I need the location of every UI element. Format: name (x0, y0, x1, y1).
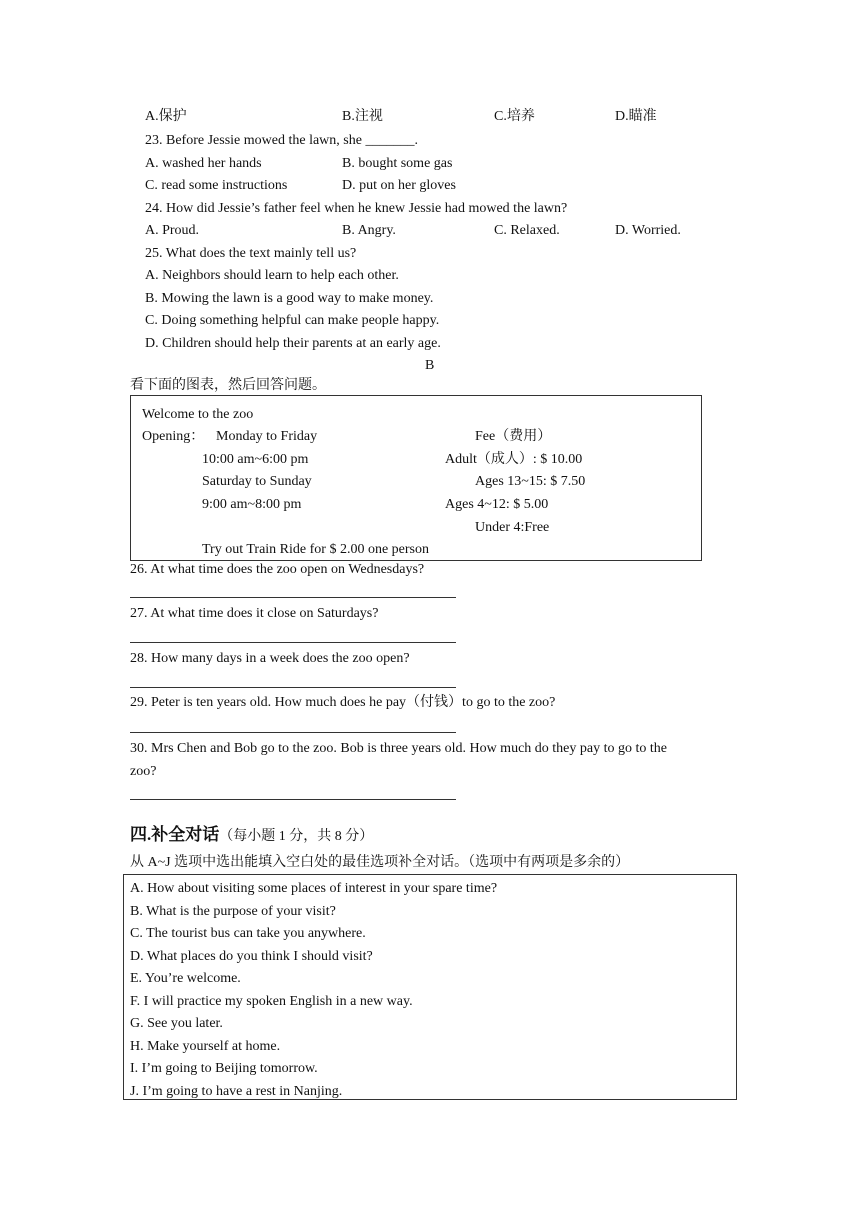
q24-option-d: D. Worried. (615, 223, 681, 238)
q29-answer-line[interactable] (130, 732, 456, 733)
q28-answer-line[interactable] (130, 687, 456, 688)
q26-answer-line[interactable] (130, 597, 456, 598)
section-b-label: B (425, 358, 435, 373)
q29-question: 29. Peter is ten years old. How much does he pay（付钱）to go to the zoo? (130, 695, 556, 710)
q23-option-d: D. put on her gloves (342, 178, 456, 193)
q26-question: 26. At what time does the zoo open on Wednesdays? (130, 562, 425, 577)
zoo-weekend-days: Saturday to Sunday (202, 474, 312, 489)
q24-question: 24. How did Jessie’s father feel when he knew Jessie had mowed the lawn? (145, 201, 568, 216)
zoo-fee-title: Fee（费用） (475, 429, 552, 444)
q27-answer-line[interactable] (130, 642, 456, 643)
section4-score: （每小题 1 分，共 8 分） (219, 829, 374, 844)
section4-heading (130, 826, 373, 846)
q30-question: 30. Mrs Chen and Bob go to the zoo. Bob is three years old. How much do they pay to go to the (130, 741, 667, 756)
section4-title: 四.补全对话 (130, 825, 220, 844)
q25-option-c: C. Doing something helpful can make people happy. (145, 313, 440, 328)
dialogue-option-a: A. How about visiting some places of interest in your spare time? (130, 881, 498, 896)
q23-option-c: C. read some instructions (145, 178, 288, 193)
q25-option-d: D. Children should help their parents at an early age. (145, 336, 441, 351)
q27-question: 27. At what time does it close on Saturdays? (130, 606, 379, 621)
zoo-fee-adult: Adult（成人）: $ 10.00 (445, 452, 583, 467)
q22-option-b: B.注视 (342, 109, 383, 124)
dialogue-option-c: C. The tourist bus can take you anywhere. (130, 926, 366, 941)
q23-option-a: A. washed her hands (145, 156, 262, 171)
q22-option-c: C.培养 (494, 109, 535, 124)
dialogue-option-g: G. See you later. (130, 1016, 223, 1031)
q24-option-c: C. Relaxed. (494, 223, 560, 238)
dialogue-option-h: H. Make yourself at home. (130, 1039, 281, 1054)
q25-option-a: A. Neighbors should learn to help each other. (145, 268, 399, 283)
zoo-weekday-hours: 10:00 am~6:00 pm (202, 452, 309, 467)
q25-option-b: B. Mowing the lawn is a good way to make money. (145, 291, 434, 306)
dialogue-option-b: B. What is the purpose of your visit? (130, 904, 336, 919)
dialogue-option-i: I. I’m going to Beijing tomorrow. (130, 1061, 318, 1076)
zoo-fee-under-4: Under 4:Free (475, 520, 550, 535)
dialogue-option-j: J. I’m going to have a rest in Nanjing. (130, 1084, 343, 1099)
zoo-opening-label: Opening： (142, 429, 205, 444)
q28-question: 28. How many days in a week does the zoo open? (130, 651, 410, 666)
zoo-welcome: Welcome to the zoo (142, 407, 254, 422)
section4-instruction: 从 A~J 选项中选出能填入空白处的最佳选项补全对话。（选项中有两项是多余的） (130, 855, 630, 870)
dialogue-option-e: E. You’re welcome. (130, 971, 241, 986)
q22-option-d: D.瞄准 (615, 109, 657, 124)
zoo-fee-4-12: Ages 4~12: $ 5.00 (445, 497, 549, 512)
dialogue-option-d: D. What places do you think I should visit? (130, 949, 373, 964)
zoo-weekday-days: Monday to Friday (216, 429, 318, 444)
dialogue-option-f: F. I will practice my spoken English in a new way. (130, 994, 413, 1009)
q25-question: 25. What does the text mainly tell us? (145, 246, 357, 261)
q24-option-b: B. Angry. (342, 223, 396, 238)
section-b-instruction: 看下面的图表，然后回答问题。 (130, 378, 326, 393)
q22-option-a: A.保护 (145, 109, 187, 124)
q30-answer-line[interactable] (130, 799, 456, 800)
zoo-train-ride: Try out Train Ride for $ 2.00 one person (202, 542, 429, 557)
zoo-weekend-hours: 9:00 am~8:00 pm (202, 497, 302, 512)
q23-question: 23. Before Jessie mowed the lawn, she _______. (145, 133, 418, 148)
q30-question-cont: zoo? (130, 764, 157, 779)
q24-option-a: A. Proud. (145, 223, 200, 238)
zoo-fee-13-15: Ages 13~15: $ 7.50 (475, 474, 586, 489)
q23-option-b: B. bought some gas (342, 156, 453, 171)
